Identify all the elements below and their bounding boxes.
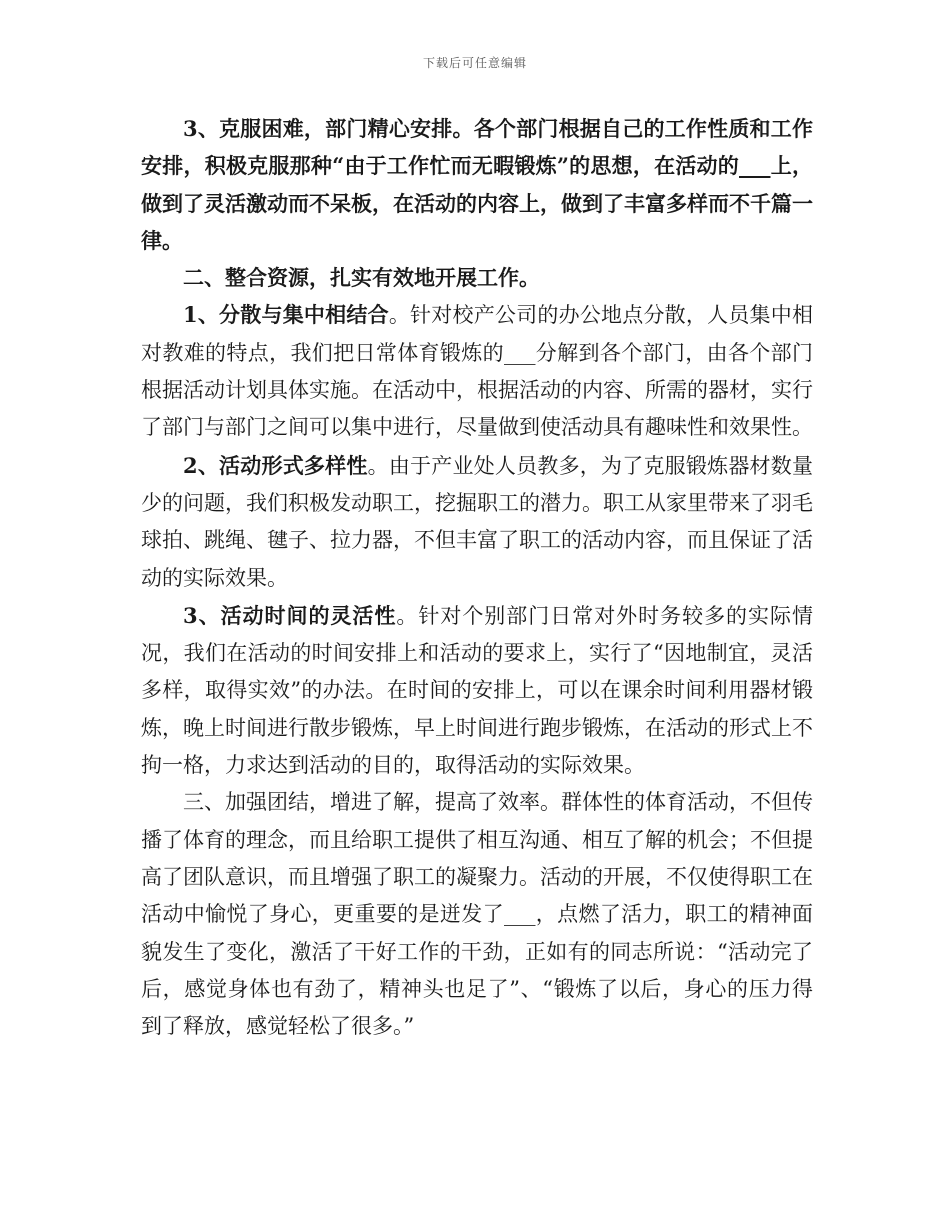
page-header-note: 下载后可任意编辑 [422,56,527,70]
paragraph-text: 。针对个别部门日常对外时务较多的实际情况，我们在活动的时间安排上和活动的要求上，实行了“因地制宜，灵活多样，取得实效”的办法。在时间的安排上，可以在课余时间利用器材锻炼，晚上时间进行散步锻炼，早上时间进行跑步锻炼，在活动的形式上不拘一格，力求达到活动的目的，取得活动的实际效果。 [141,603,813,778]
document-body [141,110,813,1045]
paragraph-flexible-time [141,597,813,784]
paragraph-strengthen-unity [141,784,813,1045]
paragraph-text: 。针对校产公司的办公地点分散，人员集中相对教难的特点，我们把日常体育锻炼的___分解到各个部门，由各个部门根据活动计划具体实施。在活动中，根据活动的内容、所需的器材，实行了部门与部门之间可以集中进行，尽量做到使活动具有趣味性和效果性。 [141,303,813,440]
heading-text: 二、整合资源，扎实有效地开展工作。 [183,265,540,291]
paragraph-lead: 3、活动时间的灵活性 [183,602,397,628]
section-heading-integrate-resources [141,259,813,296]
paragraph-overcome-difficulties [141,110,813,259]
paragraph-lead: 1、分散与集中相结合 [183,302,389,328]
paragraph-diverse-forms [141,447,813,597]
paragraph-text: 。由于产业处人员教多，为了克服锻炼器材数量少的问题，我们积极发动职工，挖掘职工的潜力。职工从家里带来了羽毛球拍、跳绳、毽子、拉力器，不但丰富了职工的活动内容，而且保证了活动的实际效果。 [141,453,813,590]
paragraph-text: 3、克服困难，部门精心安排。各个部门根据自己的工作性质和工作安排，积极克服那种“由于工作忙而无暇锻炼”的思想，在活动的___上，做到了灵活激动而不呆板，在活动的内容上，做到了丰富多样而不千篇一律。 [141,116,813,253]
paragraph-lead: 2、活动形式多样性 [183,452,368,478]
paragraph-dispersed-and-centralized [141,296,813,446]
paragraph-text: 三、加强团结，增进了解，提高了效率。群体性的体育活动，不但传播了体育的理念，而且给职工提供了相互沟通、相互了解的机会；不但提高了团队意识，而且增强了职工的凝聚力。活动的开展，不仅使得职工在活动中愉悦了身心，更重要的是迸发了___，点燃了活力，职工的精神面貌发生了变化，激活了干好工作的干劲，正如有的同志所说：“活动完了后，感觉身体也有劲了，精神头也足了”、“锻炼了以后，身心的压力得到了释放，感觉轻松了很多。” [141,790,813,1039]
